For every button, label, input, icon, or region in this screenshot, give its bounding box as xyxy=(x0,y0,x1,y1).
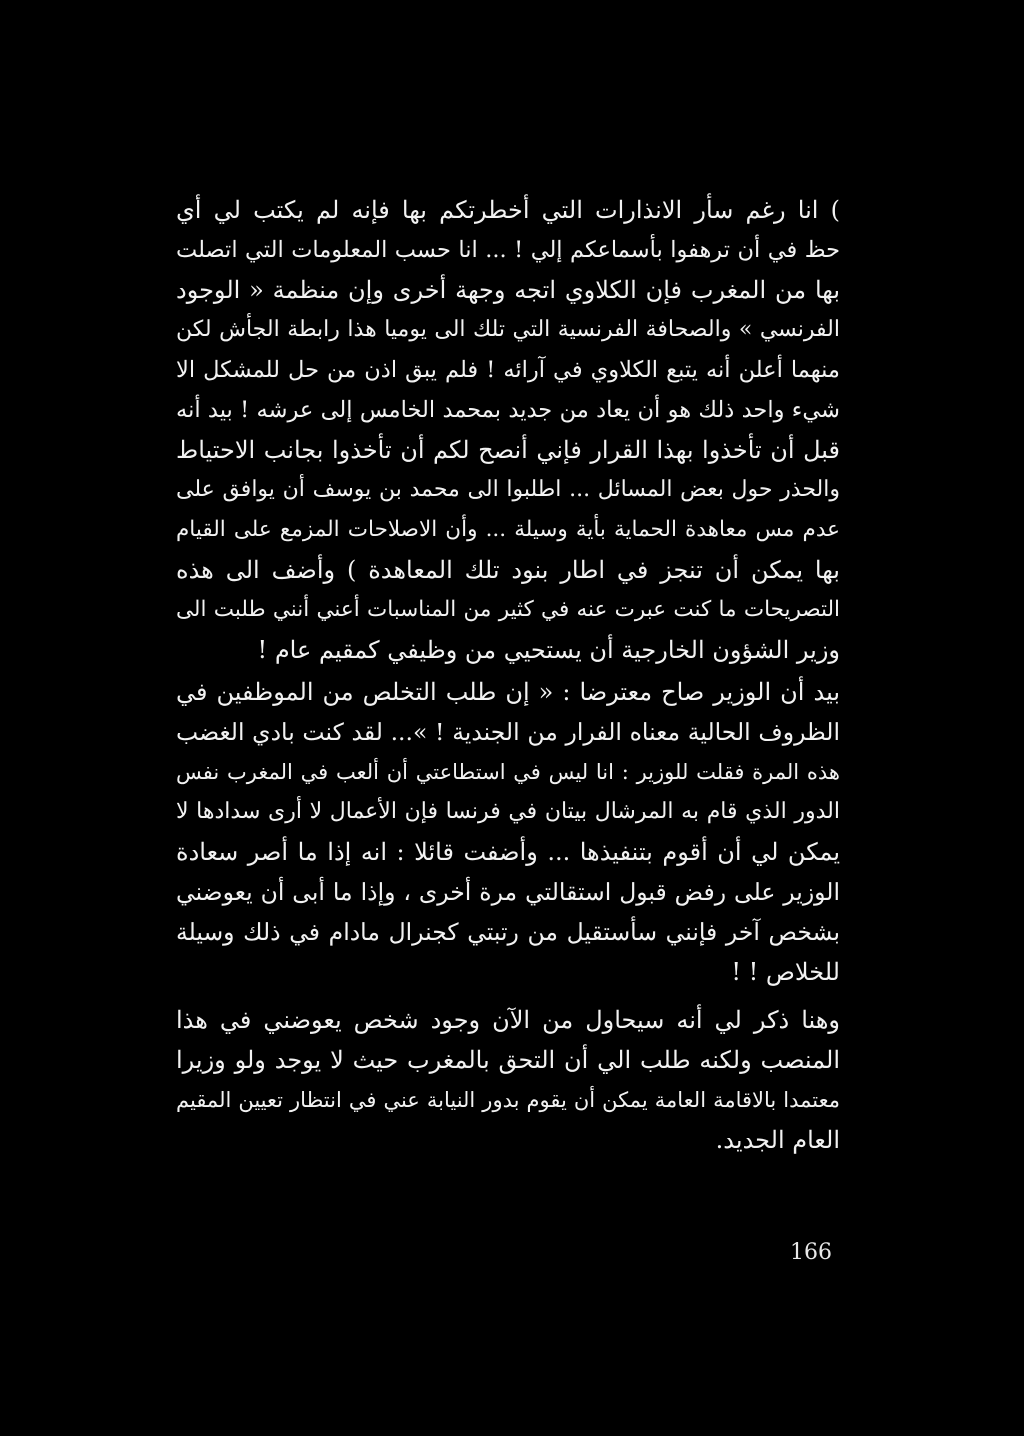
text-line: ) انا رغم سأر الانذارات التي أخطرتكم بها فإنه لم يكتب لي أي xyxy=(176,196,840,224)
paragraph-1 xyxy=(176,190,840,670)
text-line: بها من المغرب فإن الكلاوي اتجه وجهة أخرى وإن منظمة « الوجود xyxy=(176,276,840,304)
text-line: يمكن لي أن أقوم بتنفيذها ... وأضفت قائلا : انه إذا ما أصر سعادة xyxy=(176,838,840,866)
text-line: شيء واحد ذلك هو أن يعاد من جديد بمحمد الخامس إلى عرشه ! بيد أنه xyxy=(176,397,840,423)
text-line: وزير الشؤون الخارجية أن يستحيي من وظيفي كمقيم عام ! xyxy=(257,636,840,664)
text-line: الظروف الحالية معناه الفرار من الجندية ! »... لقد كنت بادي الغضب xyxy=(176,718,840,746)
text-line: المنصب ولكنه طلب الي أن التحق بالمغرب حيث لا يوجد ولو وزيرا xyxy=(176,1046,840,1074)
text-line: عدم مس معاهدة الحماية بأية وسيلة ... وأن الاصلاحات المزمع على القيام xyxy=(176,517,840,542)
text-line: العام الجديد. xyxy=(715,1126,840,1154)
text-line: الفرنسي » والصحافة الفرنسية التي تلك الى يوميا هذا رابطة الجأش لكن xyxy=(176,317,840,342)
text-line: الدور الذي قام به المرشال بيتان في فرنسا فإن الأعمال لا أرى سدادها لا xyxy=(176,799,840,824)
text-line: حظ في أن ترهفوا بأسماعكم إلي ! ... انا حسب المعلومات التي اتصلت xyxy=(176,237,840,263)
page-number: 166 xyxy=(790,1240,832,1265)
paragraph-3 xyxy=(176,1000,840,1160)
text-line: قبل أن تأخذوا بهذا القرار فإني أنصح لكم أن تأخذوا بجانب الاحتياط xyxy=(176,436,840,464)
paragraph-2 xyxy=(176,672,840,992)
text-line: بيد أن الوزير صاح معترضا : « إن طلب التخلص من الموظفين في xyxy=(176,678,840,706)
text-line: التصريحات ما كنت عبرت عنه في كثير من المناسبات أعني أنني طلبت الى xyxy=(176,597,840,622)
text-line: هذه المرة فقلت للوزير : انا ليس في استطاعتي أن ألعب في المغرب نفس xyxy=(176,760,840,784)
text-line: منهما أعلن أنه يتبع الكلاوي في آرائه ! فلم يبق اذن من حل للمشكل الا xyxy=(176,357,840,383)
text-line: بها يمكن أن تنجز في اطار بنود تلك المعاهدة ) وأضف الى هذه xyxy=(176,556,840,584)
text-line: وهنا ذكر لي أنه سيحاول من الآن وجود شخص يعوضني في هذا xyxy=(176,1006,840,1034)
text-line: والحذر حول بعض المسائل ... اطلبوا الى محمد بن يوسف أن يوافق على xyxy=(176,477,840,502)
text-line: الوزير على رفض قبول استقالتي مرة أخرى ، وإذا ما أبى أن يعوضني xyxy=(176,878,840,906)
text-line: للخلاص ! ! xyxy=(731,958,840,986)
text-line: بشخص آخر فإنني سأستقيل من رتبتي كجنرال مادام في ذلك وسيلة xyxy=(176,918,840,946)
text-line: معتمدا بالاقامة العامة يمكن أن يقوم بدور النيابة عني في انتظار تعيين المقيم xyxy=(176,1088,840,1112)
